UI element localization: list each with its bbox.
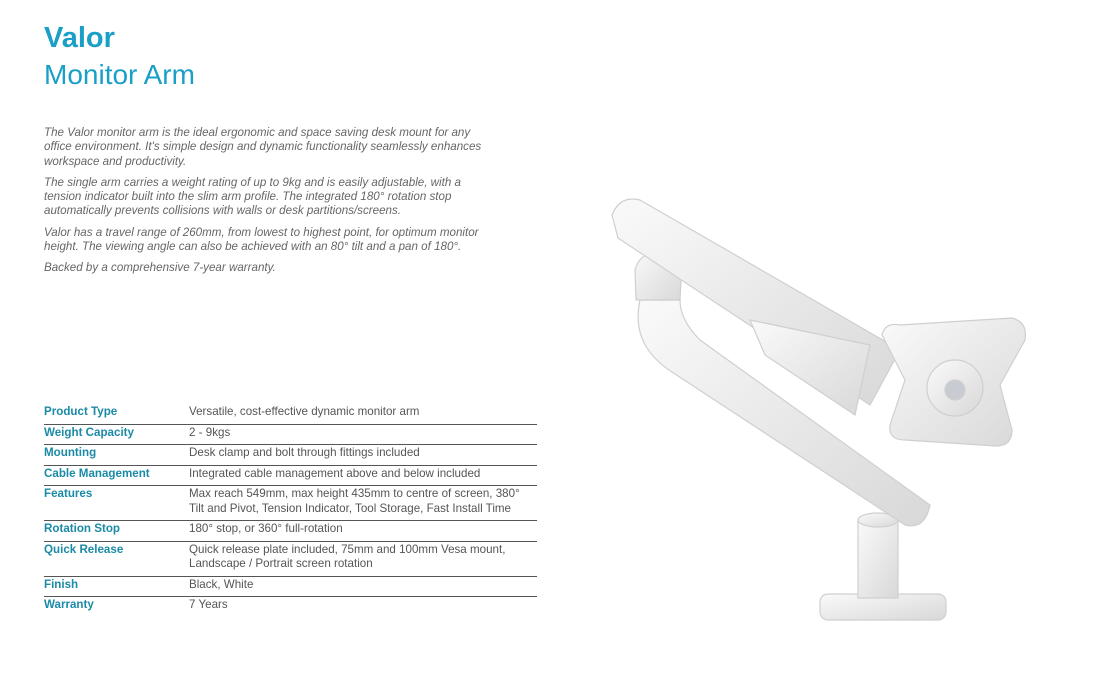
spec-table [44,404,537,617]
spec-label: Cable Management [44,465,189,486]
spec-row [44,404,537,424]
spec-value: Quick release plate included, 75mm and 100mm Vesa mount, Landscape / Portrait screen rotation [189,541,537,576]
product-title: Valor [44,22,115,54]
spec-row [44,445,537,466]
description-paragraph: The Valor monitor arm is the ideal ergonomic and space saving desk mount for any office environment. It's simple design and dynamic functionality seamlessly enhances workspace and productivity. [44,126,482,168]
spec-label: Weight Capacity [44,424,189,445]
spec-row [44,424,537,445]
spec-label: Quick Release [44,541,189,576]
spec-label: Mounting [44,445,189,466]
spec-value: 2 - 9kgs [189,424,537,445]
spec-value: Integrated cable management above and below included [189,465,537,486]
spec-row [44,486,537,521]
spec-row [44,576,537,597]
spec-label: Rotation Stop [44,521,189,542]
spec-label: Product Type [44,404,189,424]
spec-row [44,465,537,486]
spec-row [44,597,537,617]
spec-value: Max reach 549mm, max height 435mm to centre of screen, 380° Tilt and Pivot, Tension Indicator, Tool Storage, Fast Install Time [189,486,537,521]
description-paragraph: Valor has a travel range of 260mm, from lowest to highest point, for optimum monitor height. The viewing angle can also be achieved with an 80° tilt and a pan of 180°. [44,225,479,254]
spec-value: Black, White [189,576,537,597]
product-subtitle: Monitor Arm [44,59,195,90]
monitor-arm-image [600,185,1040,635]
spec-label: Finish [44,576,189,597]
description-paragraph: Backed by a comprehensive 7-year warranty. [44,261,276,275]
spec-row [44,541,537,576]
spec-value: Versatile, cost-effective dynamic monitor arm [189,404,537,424]
description-paragraph: The single arm carries a weight rating of up to 9kg and is easily adjustable, with a tension indicator built into the slim arm profile. The integrated 180° rotation stop automatically prevents collisions with walls or desk partitions/screens. [44,175,461,218]
product-description [44,126,484,283]
spec-value: 180° stop, or 360° full-rotation [189,521,537,542]
spec-value: Desk clamp and bolt through fittings included [189,445,537,466]
spec-label: Warranty [44,598,94,611]
spec-label: Features [44,486,189,521]
spec-row [44,521,537,542]
spec-value: 7 Years [189,598,228,611]
